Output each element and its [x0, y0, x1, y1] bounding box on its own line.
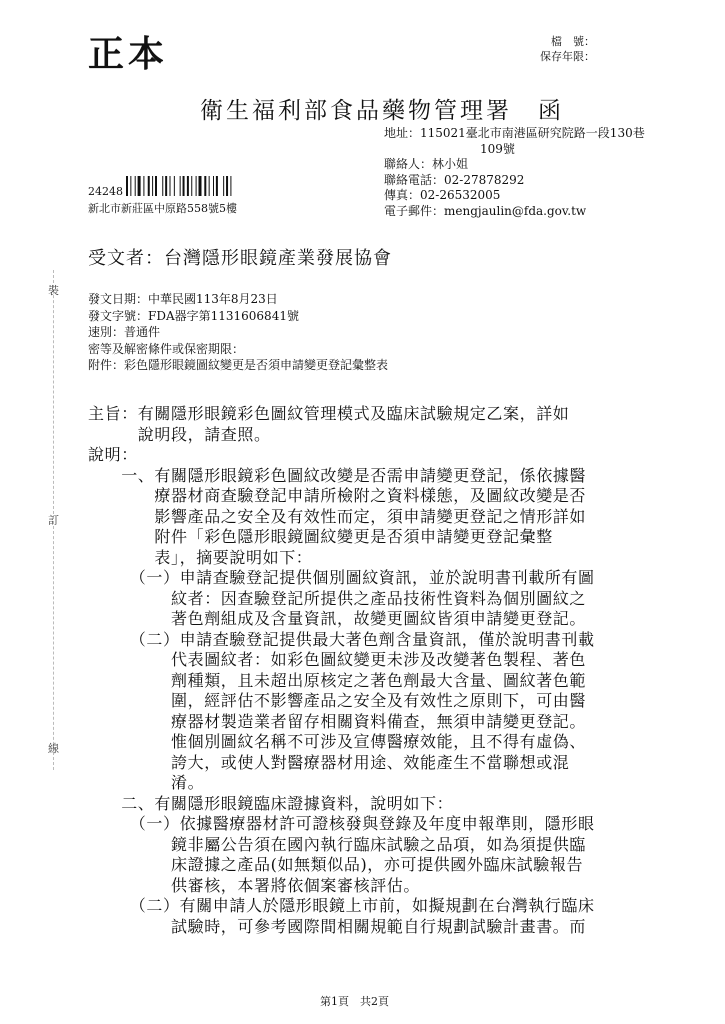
retention-label: 保存年限：	[540, 50, 595, 63]
body-line: 二、有關隱形眼鏡臨床證據資料，說明如下：	[88, 793, 454, 813]
body-line: 說明段，請查照。	[88, 424, 271, 444]
document-meta	[88, 291, 388, 374]
postal-barcode	[126, 176, 258, 196]
issue-date: 發文日期：中華民國113年8月23日	[88, 292, 278, 306]
body-line: 供審核，本署將依個案審核評估。	[88, 875, 421, 895]
body-line: （一）依據醫療器材許可證核發與登錄及年度申報準則，隱形眼	[88, 814, 595, 833]
page-indicator: 第1頁 共2頁	[320, 995, 389, 1008]
contact-email: 電子郵件：mengjaulin@fda.gov.tw	[384, 203, 587, 218]
delivery-speed: 速別：普通件	[88, 325, 161, 339]
body-line: 療器材製造業者留存相關資料備查，無須申請變更登記。	[88, 711, 587, 731]
contact-person: 聯絡人：林小姐	[384, 157, 469, 171]
postal-code: 24248	[88, 185, 123, 198]
body-line: 附件「彩色隱形眼鏡圖紋變更是否須申請變更登記彙整	[88, 527, 553, 546]
binding-mark-xian: 線	[48, 742, 59, 755]
body-line: 床證據之產品(如無類似品)，亦可提供國外臨床試驗報告	[88, 855, 584, 874]
binding-mark-ding: 訂	[48, 514, 59, 527]
body-line: 劑種類，且未超出原核定之著色劑最大含量、圖紋著色範	[88, 670, 587, 690]
body-line: 主旨：有關隱形眼鏡彩色圖紋管理模式及臨床試驗規定乙案，詳如	[88, 404, 570, 423]
sender-address-cont: 109號	[480, 141, 515, 156]
archive-info	[540, 34, 595, 64]
recipient-mailing-address: 新北市新莊區中原路558號5樓	[88, 202, 237, 215]
body-line: 淆。	[88, 773, 205, 792]
contact-fax: 傳真：02-26532005	[384, 188, 501, 202]
body-line: 試驗時，可參考國際間相關規範自行規劃試驗計畫書。而	[88, 916, 587, 936]
body-line: （一）申請查驗登記提供個別圖紋資訊，並於說明書刊載所有圖	[88, 568, 595, 587]
body-line: 圍，經評估不影響產品之安全及有效性之原則下，可由醫	[88, 691, 587, 710]
attachment-line: 附件：彩色隱形眼鏡圖紋變更是否須申請變更登記彙整表	[88, 358, 389, 372]
body-line: 影響產品之安全及有效性而定，須申請變更登記之情形詳如	[88, 506, 587, 526]
document-number: 發文字號：FDA器字第1131606841號	[88, 308, 299, 323]
body-line: 紋者：因查驗登記所提供之產品技術性資料為個別圖紋之	[88, 588, 587, 608]
body-line: （二）有關申請人於隱形眼鏡上市前，如擬規劃在台灣執行臨床	[88, 896, 595, 915]
body-line: 代表圖紋者：如彩色圖紋變更未涉及改變著色製程、著色	[88, 650, 587, 669]
recipient-line: 受文者：台灣隱形眼鏡產業發展協會	[88, 248, 392, 269]
original-copy-stamp: 正本	[88, 33, 169, 75]
sender-address: 地址：115021臺北市南港區研究院路一段130巷	[384, 126, 645, 140]
body-line: 一、有關隱形眼鏡彩色圖紋改變是否需申請變更登記，係依據醫	[88, 465, 587, 485]
body-line: （二）申請查驗登記提供最大著色劑含量資訊，僅於說明書刊載	[88, 629, 595, 649]
body-line: 療器材商查驗登記申請所檢附之資料樣態，及圖紋改變是否	[88, 486, 587, 505]
body-line: 誇大，或使人對醫療器材用途、效能產生不當聯想或混	[88, 752, 570, 772]
issuing-organization-title: 衛生福利部食品藥物管理署 函	[200, 98, 564, 124]
body-line: 表」，摘要說明如下：	[88, 547, 313, 567]
binding-mark-zhuang: 裝	[48, 284, 59, 297]
document-body	[88, 404, 595, 937]
file-number-label: 檔 號：	[551, 35, 595, 48]
body-line: 惟個別圖紋名稱不可涉及宣傳醫療效能，且不得有虛偽、	[88, 732, 587, 751]
sender-contact-block	[384, 126, 704, 219]
contact-phone: 聯絡電話：02-27878292	[384, 172, 525, 187]
body-line: 鏡非屬公告須在國內執行臨床試驗之品項，如為須提供臨	[88, 834, 587, 854]
body-line: 著色劑組成及含量資訊，故變更圖紋皆須申請變更登記。	[88, 609, 587, 628]
secrecy-level: 密等及解密條件或保密期限：	[88, 341, 245, 356]
body-line: 說明：	[88, 445, 138, 464]
